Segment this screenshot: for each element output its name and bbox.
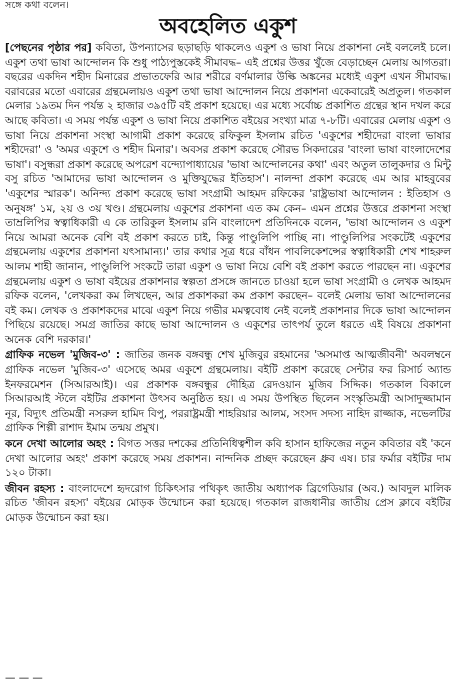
intro-text: কবিতা, উপন্যাসের ছড়াছড়ি থাকলেও একুশ ও ভাষা নিয়ে প্রকাশনা নেই বললেই চলে। একুশ তথা ভাষা আন্দোলন কি শুধু পাঠ্যপুস্তকেই সীমাবদ্ধ– এই প্রশ্নের উত্তর খুঁজে বেড়াচ্ছেন মেলায় আগতরা। বছরের একদিন শহীদ মিনারের প্রভাতফেরি আর শরীরে বর্ণমালার উল্কি অঙ্কনের মধ্যেই একুশ এখন সীমাবদ্ধ। বরাবরের মতো এবারের গ্রন্থমেলায়ও একুশ তথা ভাষা আন্দোলন নিয়ে প্রকাশনা একেবারেই অপ্রতুল। গতকাল মেলার ১৯তম দিন পর্যন্ত ২ হাজার ৩৯৫টি বই প্রকাশ হয়েছে। এর মধ্যে সর্বোচ্চ প্রকাশিত গ্রন্থের স্থান দখল করে আছে কবিতা। এ সময় পর্যন্ত একুশ ও ভাষা নিয়ে প্রকাশিত বইয়ের সংখ্যা মাত্র ৭-৮টি। এবারের মেলায় একুশ ও ভাষা নিয়ে প্রকাশনা সংস্থা আগামী প্রকাশ করেছে রফিকুল ইসলাম রচিত 'একুশের শহীদেরা বাংলা ভাষার শহীদেরা' ও 'অমর একুশে ও শহীদ মিনার'। অবসর প্রকাশ করেছে সৌরভ সিকদারের 'বাংলা ভাষা বাংলাদেশের ভাষা'। বসুন্ধরা প্রকাশ করেছে অপরেশ বন্দ্যোপাধ্যায়ের 'ভাষা আন্দোলনের কথা' এবং অতুল তালুকদার ও মিন্টু বসু রচিত 'আমাদের ভাষা আন্দোলন ও মুক্তিযুদ্ধের ইতিহাস'। নালন্দা প্রকাশ করেছে এম আর মাহবুবের 'একুশের স্মারক'। অনিন্দ্য প্রকাশ করেছে ভাষা সংগ্রামী আহমদ রফিকের 'রাষ্ট্রভাষা আন্দোলন : ইতিহাস ও অনুষঙ্গ' ১ম, ২য় ও ৩য় খণ্ড। গ্রন্থমেলায় একুশের প্রকাশনা এত কম কেন– এমন প্রশ্নের উত্তরে প্রকাশনা সংস্থা তাম্রলিপির স্বত্বাধিকারী এ কে তারিকুল ইসলাম রনি বাংলাদেশ প্রতিদিনকে বলেন, 'ভাষা আন্দোলন ও একুশ নিয়ে আমরা অনেক বেশি বই প্রকাশ করতে চাই, কিন্তু পাণ্ডুলিপি পাচ্ছি না। পাণ্ডুলিপির সংকটেই একুশের গ্রন্থমেলায় একুশের প্রকাশনা যৎসামান্য।' তার কথার সূত্র ধরে বাঁধন পাবলিকেশন্সের স্বত্বাধিকারী শেখ শাহরুল আলম শাহী জানান, পাণ্ডুলিপি সংকটে তারা একুশ ও ভাষা নিয়ে বেশি বই প্রকাশ করতে পারছেন না। একুশের গ্রন্থমেলায় একুশ ও ভাষা বইয়ের প্রকাশনার স্বল্পতা প্রসঙ্গে জানতে চাওয়া হলে ভাষা সংগ্রামী ও লেখক আহমদ রফিক বলেন, 'লেখকরা কম লিখছেন, আর প্রকাশকরা কম প্রকাশ করছেন– বলেই মেলায় ভাষা আন্দোলনের বই কম। লেখক ও প্রকাশকদের মাঝে একুশ নিয়ে গভীর মমত্ববোধ নেই বলেই প্রকাশনার দিকে ভাষা আন্দোলন পিছিয়ে রয়েছে। সমগ্র জাতির কাছে ভাষা আন্দোলন ও একুশের তাৎপর্য তুলে ধরতে এই বিষয়ে প্রকাশনা অনেক বেশি দরকার।' xyxy=(5,42,452,346)
continued-from-back-page-label: [পেছনের পৃষ্ঠার পর] xyxy=(5,42,92,54)
section-text: বিগত সত্তর দশকের প্রতিনিধিত্বশীল কবি হাসান হাফিজের নতুন কবিতার বই 'কনে দেখা আলোর অহং' প্রকাশ করেছে সময় প্রকাশন। নান্দনিক প্রচ্ছদ করেছেন ধ্রুব এষ। চার ফর্মার বইটির দাম ১২০ টাকা। xyxy=(5,438,451,480)
section-heading: জীবন রহস্য : xyxy=(5,482,65,495)
previous-article-tail: সঙ্গে কথা বলেন। xyxy=(5,0,69,11)
cut-off-next-line: — — — xyxy=(5,672,43,684)
section-heading: গ্রাফিক নভেল 'মুজিব-৩' : xyxy=(5,349,121,362)
section-heading: কনে দেখা আলোর অহং : xyxy=(5,438,115,451)
article-title: অবহেলিত একুশ xyxy=(159,14,297,38)
section-kone-dekha xyxy=(5,437,451,481)
section-text: বাংলাদেশে হৃদরোগ চিকিৎসার পথিকৃৎ জাতীয় অধ্যাপক ব্রিগেডিয়ার (অব.) আবদুল মালিক রচিত 'জীবন রহস্য' বইয়ের মোড়ক উন্মোচন করা হয়েছে। গতকাল রাজধানীর জাতীয় প্রেস ক্লাবে বইটির মোড়ক উন্মোচন করা হয়। xyxy=(5,482,451,524)
section-text: জাতির জনক বঙ্গবন্ধু শেখ মুজিবুর রহমানের 'অসমাপ্ত আত্মজীবনী' অবলম্বনে গ্রাফিক নভেল 'মুজিব-৩' এসেছে অমর একুশে গ্রন্থমেলায়। বইটি প্রকাশ করেছে সেন্টার ফর রিসার্চ অ্যান্ড ইনফরমেশন (সিআরআই)। এর প্রকাশক বঙ্গবন্ধুর দৌহিত্র রেদওয়ান মুজিব সিদ্দিক। গতকাল বিকালে সিআরআই স্টলে বইটির প্রকাশনা উৎসব অনুষ্ঠিত হয়। এ সময় উপস্থিত ছিলেন সংস্কৃতিমন্ত্রী আসাদুজ্জামান নূর, বিদ্যুৎ প্রতিমন্ত্রী নসরুল হামিদ বিপু, পররাষ্ট্রমন্ত্রী শাহরিয়ার আলম, সংসদ সদস্য নাহিদ রাজ্জাক, নভেলটির গ্রাফিক শিল্পী রাশাদ ইমাম তন্ময় প্রমুখ। xyxy=(5,349,451,435)
section-jibon-rohosso xyxy=(5,482,451,526)
intro-paragraph xyxy=(5,41,451,347)
section-mujib-3 xyxy=(5,348,451,436)
